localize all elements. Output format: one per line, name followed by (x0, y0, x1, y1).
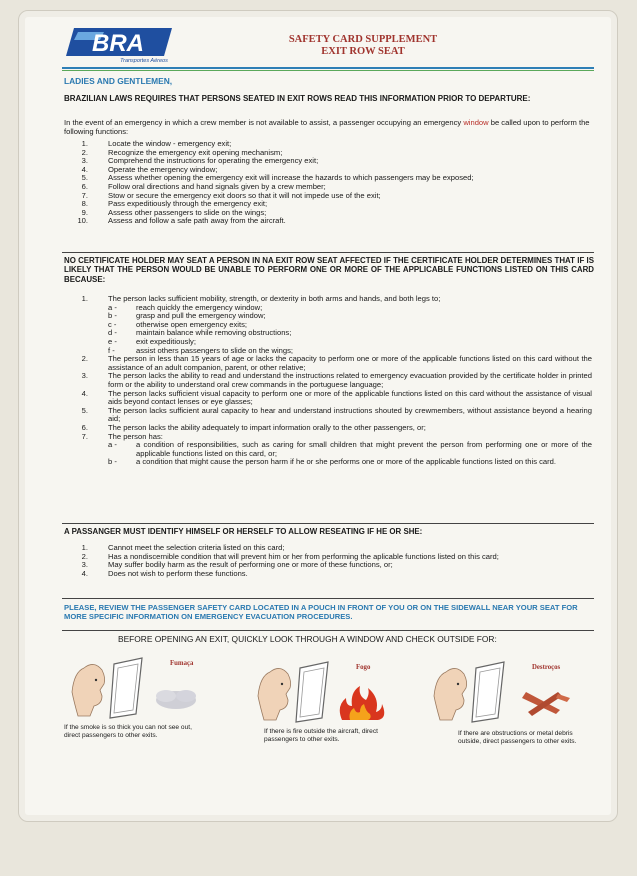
hazard-caption-smoke: If the smoke is so thick you can not see out, direct passengers to other exits. (64, 724, 192, 739)
sub-list-letter: a - (108, 302, 117, 312)
sub-list-letter: b - (108, 311, 117, 321)
list-item-text: Stow or secure the emergency exit doors so that it will not impede use of the exit; (108, 190, 381, 200)
list-item-number: 1. (81, 543, 88, 552)
reasons-list (74, 295, 592, 467)
list-item (74, 390, 592, 407)
list-item (74, 217, 584, 226)
list-item-text: Operate the emergency window; (108, 164, 218, 174)
sub-list-letter: f - (108, 345, 115, 355)
sub-list-text: otherwise open emergency exits; (136, 319, 248, 329)
sub-list-text: maintain balance while removing obstructions; (136, 328, 292, 338)
list-item-number: 5. (81, 405, 88, 415)
list-item (74, 355, 592, 372)
list-item-text: The person lacks sufficient mobility, strength, or dexterity in both arms and hands, and both legs to; (108, 294, 441, 303)
list-item-number: 3. (81, 156, 88, 166)
sub-list-letter: a - (108, 440, 117, 450)
logo-tagline: Transportes Aéreos (120, 58, 168, 64)
list-item (74, 372, 592, 389)
sub-list-item (108, 458, 592, 467)
list-item-text: Comprehend the instructions for operating the emergency exit; (108, 156, 319, 166)
sub-list-text: exit expeditiously; (136, 336, 196, 346)
hazard-caption-debris: If there are obstructions or metal debris outside, direct passengers to other exits. (458, 730, 577, 745)
sub-list (108, 304, 592, 356)
reseat-list (74, 544, 589, 578)
list-item-number: 5. (81, 173, 88, 183)
list-item-number: 8. (81, 199, 88, 209)
reseat-heading: A PASSANGER MUST IDENTIFY HIMSELF OR HERSELF TO ALLOW RESEATING IF HE OR SHE: (64, 527, 423, 536)
debris-illustration (430, 660, 590, 726)
list-item-text: Recognize the emergency exit opening mechanism; (108, 147, 283, 157)
hazard-label-smoke: Fumaça (170, 660, 194, 667)
list-item-number: 2. (81, 354, 88, 364)
logo-text: BRA (92, 30, 144, 57)
list-item-text: Has a nondiscernible condition that will prevent him or her from performing the aplicable functions listed on this card; (108, 551, 499, 561)
list-item-number: 2. (81, 551, 88, 561)
header-line1: SAFETY CARD SUPPLEMENT (288, 34, 438, 45)
hazard-label-fire: Fogo (356, 664, 371, 671)
hazard-caption-fire: If there is fire outside the aircraft, direct passengers to other exits. (264, 728, 378, 743)
list-item-text: Assess and follow a safe path away from the aircraft. (108, 216, 286, 226)
sub-list-text: grasp and pull the emergency window; (136, 311, 266, 321)
divider-4 (62, 630, 594, 631)
list-item-number: 4. (81, 388, 88, 398)
header-rule-green (62, 70, 594, 71)
divider-1 (62, 252, 594, 253)
laws-heading: BRAZILIAN LAWS REQUIRES THAT PERSONS SEATED IN EXIT ROWS READ THIS INFORMATION PRIOR TO DEPARTURE: (64, 94, 531, 103)
intro-text (64, 119, 596, 136)
sub-list-letter: d - (108, 328, 117, 338)
list-item-number: 6. (81, 181, 88, 191)
list-item-number: 3. (81, 560, 88, 570)
divider-2 (62, 523, 594, 524)
divider-3 (62, 598, 594, 599)
list-item-number: 10. (77, 216, 88, 226)
list-item-number: 4. (81, 568, 88, 578)
list-item-text: Locate the window - emergency exit; (108, 139, 232, 148)
list-item (74, 433, 592, 467)
list-item-number: 2. (81, 147, 88, 157)
before-exit-heading: BEFORE OPENING AN EXIT, QUICKLY LOOK THROUGH A WINDOW AND CHECK OUTSIDE FOR: (118, 634, 497, 644)
sub-list-letter: c - (108, 319, 117, 329)
list-item-number: 1. (81, 294, 88, 303)
list-item-text: The person lacks sufficient visual capacity to perform one or more of the applicable functions listed on this card without the assistance of visual aids beyond contact lenses or eye glasses; (108, 388, 592, 407)
header-rule-blue (62, 67, 594, 69)
header-line2: EXIT ROW SEAT (321, 46, 405, 57)
list-item-text: Assess other passengers to slide on the wings; (108, 207, 267, 217)
intro-highlight: window (463, 118, 489, 127)
hazard-label-debris: Destroços (532, 664, 561, 671)
list-item-number: 7. (81, 190, 88, 200)
sub-list-letter: b - (108, 457, 117, 467)
sub-list-text: a condition that might cause the person harm if he or she performs one or more of the applicable functions listed on this card. (136, 457, 556, 467)
list-item (74, 407, 592, 424)
sub-list-letter: e - (108, 336, 117, 346)
sub-list-text: assist others passengers to slide on the wings; (136, 345, 294, 355)
list-item-number: 6. (81, 422, 88, 432)
list-item (74, 295, 592, 355)
list-item-number: 3. (81, 371, 88, 381)
sub-list-item (108, 441, 592, 458)
list-item-text: The person lacks sufficient aural capacity to hear and understand instructions shouted by crewmembers, without assistance beyond a hearing aid; (108, 405, 592, 424)
list-item-text: The person has: (108, 431, 163, 441)
bra-logo (64, 26, 176, 64)
sub-list-text: reach quickly the emergency window; (136, 302, 263, 312)
intro-after: be called upon to perform the following functions: (64, 118, 590, 136)
list-item-text: Does not wish to perform these functions. (108, 568, 248, 578)
greeting: LADIES AND GENTLEMEN, (64, 76, 173, 86)
list-item-text: Follow oral directions and hand signals given by a crew member; (108, 181, 326, 191)
list-item-number: 1. (81, 139, 88, 148)
list-item-number: 7. (81, 431, 88, 441)
sub-list-text: a condition of responsibilities, such as caring for small children that might prevent the person from performing one or more of the applicable functions listed on this card, or; (136, 440, 592, 458)
list-item-text: Cannot meet the selection criteria listed on this card; (108, 543, 285, 552)
no-cert-heading: NO CERTIFICATE HOLDER MAY SEAT A PERSON IN NA EXIT ROW SEAT AFFECTED IF THE CERTIFICATE HOLDER DETERMINES THAT IF IS LIKELY THAT THE PERSON WOULD BE UNABLE TO PERFORM ONE OR MORE OF THE APPLICABLE FUNCTIONS LISTED ON THIS CARD BECAUSE: (64, 256, 594, 284)
list-item-text: The person lacks the ability adequately to impart information orally to the other passengers, or; (108, 422, 426, 432)
list-item-text: Assess whether opening the emergency exit will increase the hazards to which passengers may be exposed; (108, 173, 474, 183)
list-item-text: The person in less than 15 years of age or lacks the capacity to perform one or more of the applicable functions listed on this card without the assistance of an adult companion, parent, or other relative; (108, 354, 592, 372)
intro-before: In the event of an emergency in which a crew member is not available to assist, a passenger occupying an emergency (64, 118, 464, 127)
list-item-text: Pass expeditiously through the emergency exit; (108, 199, 268, 209)
list-item-text: The person lacks the ability to read and understand the instructions related to emergency evacuation provided by the certificate holder in printed form or the ability to understand oral crew commands in the portuguese language; (108, 371, 592, 389)
list-item-number: 4. (81, 164, 88, 174)
fire-illustration (254, 660, 394, 726)
list-item (74, 570, 589, 579)
functions-list (74, 140, 584, 226)
list-item-text: May suffer bodily harm as the result of performing one or more of these functions, or; (108, 560, 393, 570)
list-item-number: 9. (81, 207, 88, 217)
sub-list (108, 441, 592, 467)
header-title (258, 34, 468, 58)
review-notice: PLEASE, REVIEW THE PASSENGER SAFETY CARD LOCATED IN A POUCH IN FRONT OF YOU OR ON THE SIDEWALL NEAR YOUR SEAT FOR MORE SPECIFIC INFORMATION ON EMERGENCY EVACUATION PROCEDURES. (64, 603, 578, 622)
